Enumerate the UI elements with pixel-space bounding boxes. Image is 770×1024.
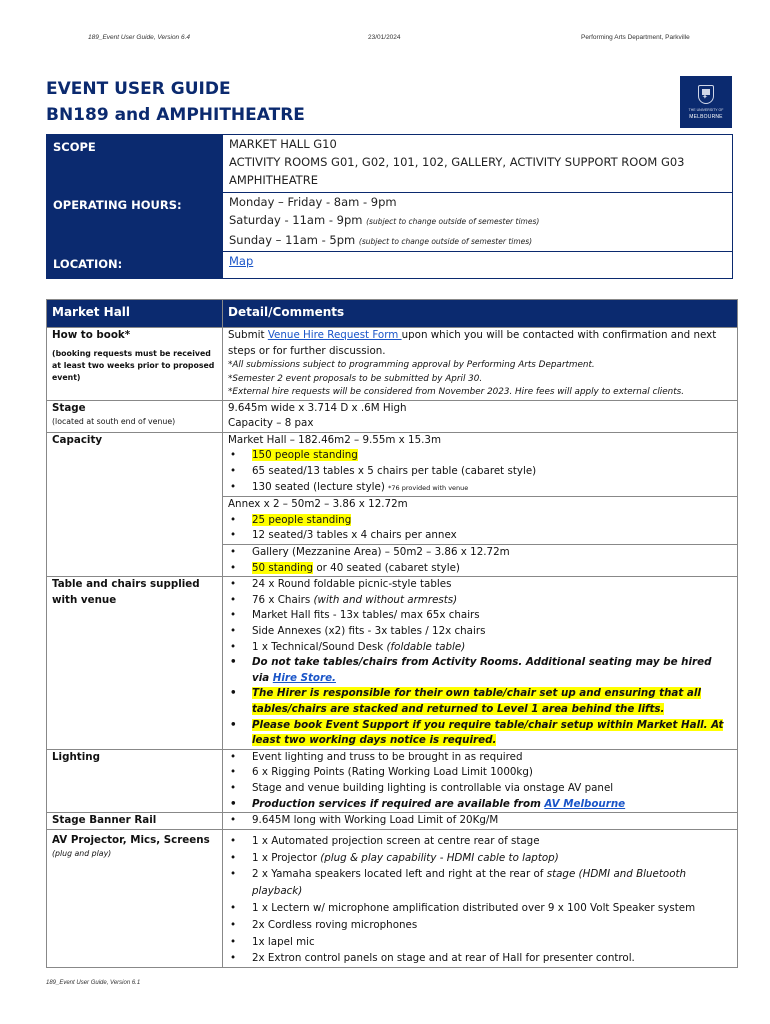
market-hall-dims: Market Hall – 182.46m2 – 9.55m x 15.3m [228, 433, 441, 446]
scope-table [46, 134, 733, 279]
list-item: • 130 seated (lecture style) *76 provided with venue [228, 480, 732, 497]
list-item: • 1 x Automated projection screen at centre rear of stage [228, 833, 732, 850]
list-item: • Gallery (Mezzanine Area) – 50m2 – 3.86 x 12.72m [228, 545, 732, 561]
logo-text-main: MELBOURNE [689, 114, 723, 120]
list-item: • 1 x Lectern w/ microphone amplification distributed over 9 x 100 Volt Speaker system [228, 900, 732, 917]
stage-detail: 9.645m wide x 3.714 D x .6M High Capacity – 8 pax [223, 400, 738, 432]
col-header-detail: Detail/Comments [223, 300, 738, 328]
av-label: AV Projector, Mics, Screens (plug and play) [47, 829, 223, 967]
stage-label: Stage (located at south end of venue) [47, 400, 223, 432]
list-item: • 9.645M long with Working Load Limit of 20Kg/M [228, 813, 732, 829]
list-item: • Do not take tables/chairs from Activity Rooms. Additional seating may be hired via Hire Store. [228, 655, 732, 686]
stage-sublabel: (located at south end of venue) [52, 417, 176, 427]
hire-store-link[interactable]: Hire Store. [272, 671, 336, 684]
page-title: EVENT USER GUIDE [46, 79, 231, 99]
list-item: • 12 seated/3 tables x 4 chairs per annex [228, 528, 732, 544]
hours-sunday: Sunday – 11am - 5pm (subject to change outside of semester times) [229, 233, 533, 247]
list-item: • 1x lapel mic [228, 934, 732, 951]
list-item: • The Hirer is responsible for their own table/chair set up and ensuring that all tables/chairs are stacked and returned to Level 1 area behind the lifts. [228, 686, 732, 717]
list-item: • 2 x Yamaha speakers located left and right at the rear of stage (HDMI and Bluetooth playback) [228, 866, 732, 900]
booking-note: *All submissions subject to programming approval by Performing Arts Department. [228, 360, 595, 371]
list-item: • 50 standing or 40 seated (cabaret style) [228, 561, 732, 577]
market-hall-table [46, 299, 738, 968]
list-item: • Stage and venue building lighting is controllable via onstage AV panel [228, 781, 732, 797]
scope-label: SCOPE [47, 135, 223, 193]
list-item: • 65 seated/13 tables x 5 chairs per table (cabaret style) [228, 464, 732, 480]
crest-icon [698, 85, 714, 104]
col-header-venue: Market Hall [47, 300, 223, 328]
lighting-detail [223, 749, 738, 812]
scope-value [223, 135, 733, 193]
list-item: • Side Annexes (x2) fits - 3x tables / 12x chairs [228, 624, 732, 640]
list-item: • 1 x Technical/Sound Desk (foldable table) [228, 640, 732, 656]
tables-label: Table and chairs supplied with venue [47, 577, 223, 750]
capacity-detail [223, 432, 738, 576]
scope-line: ACTIVITY ROOMS G01, G02, 101, 102, GALLERY, ACTIVITY SUPPORT ROOM G03 [229, 155, 685, 169]
venue-hire-link[interactable]: Venue Hire Request Form [267, 329, 402, 341]
list-item: • 76 x Chairs (with and without armrests) [228, 593, 732, 609]
capacity-label: Capacity [47, 432, 223, 576]
header-doc-version: 189_Event User Guide, Version 6.4 [88, 34, 191, 41]
booking-note: *External hire requests will be considered from November 2023. Hire fees will apply to external clients. [228, 387, 685, 398]
list-item: • Market Hall fits - 13x tables/ max 65x chairs [228, 608, 732, 624]
av-melbourne-link[interactable]: AV Melbourne [544, 797, 626, 810]
list-item: • 24 x Round foldable picnic-style tables [228, 577, 732, 593]
list-item: • Please book Event Support if you require table/chair setup within Market Hall. At least two working days notice is required. [228, 718, 732, 749]
list-item: • 25 people standing [228, 513, 732, 529]
booking-note: *Semester 2 event proposals to be submitted by April 30. [228, 373, 483, 384]
list-item: • 2x Cordless roving microphones [228, 917, 732, 934]
tables-detail [223, 577, 738, 750]
scope-line: MARKET HALL G10 [229, 137, 337, 151]
university-logo [680, 76, 732, 128]
list-item: • Production services if required are available from AV Melbourne [228, 797, 732, 813]
list-item: • 1 x Projector (plug & play capability - HDMI cable to laptop) [228, 850, 732, 867]
how-to-book-label: How to book* (booking requests must be received at least two weeks prior to proposed event) [47, 328, 223, 401]
annex-dims: Annex x 2 – 50m2 – 3.86 x 12.72m [223, 496, 737, 513]
list-item: • 150 people standing [228, 448, 732, 464]
hours-saturday: Saturday - 11am - 9pm (subject to change outside of semester times) [229, 213, 540, 227]
scope-line: AMPHITHEATRE [229, 173, 318, 187]
list-item: • Event lighting and truss to be brought in as required [228, 750, 732, 766]
how-to-book-sublabel: (booking requests must be received at least two weeks prior to proposed event) [52, 348, 215, 382]
footer-version: 189_Event User Guide, Version 6.1 [46, 980, 141, 986]
list-item: • 6 x Rigging Points (Rating Working Load Limit 1000kg) [228, 765, 732, 781]
hours-value [223, 193, 733, 252]
page-subtitle: BN189 and AMPHITHEATRE [46, 105, 305, 125]
lighting-label: Lighting [47, 749, 223, 812]
av-sublabel: (plug and play) [52, 849, 112, 859]
header-department: Performing Arts Department, Parkville [581, 34, 690, 41]
list-item: • 2x Extron control panels on stage and at rear of Hall for presenter control. [228, 950, 732, 967]
how-to-book-detail: Submit Venue Hire Request Form upon which you will be contacted with confirmation and next steps or for further discussion. *All submissions subject to programming approval by Performing Arts Department. *Semester 2 event proposals to be submitted by April 30. *External hire requests will be considered from November 2023. Hire fees will apply to external clients. [223, 328, 738, 401]
banner-rail-detail [223, 813, 738, 830]
av-detail [223, 829, 738, 967]
hours-label: OPERATING HOURS: [47, 193, 223, 252]
logo-text-top: THE UNIVERSITY OF [688, 108, 724, 112]
hours-weekday: Monday – Friday - 8am - 9pm [229, 195, 397, 209]
banner-rail-label: Stage Banner Rail [47, 813, 223, 830]
header-date: 23/01/2024 [368, 34, 401, 41]
map-link[interactable]: Map [229, 254, 254, 268]
location-label: LOCATION: [47, 252, 223, 279]
